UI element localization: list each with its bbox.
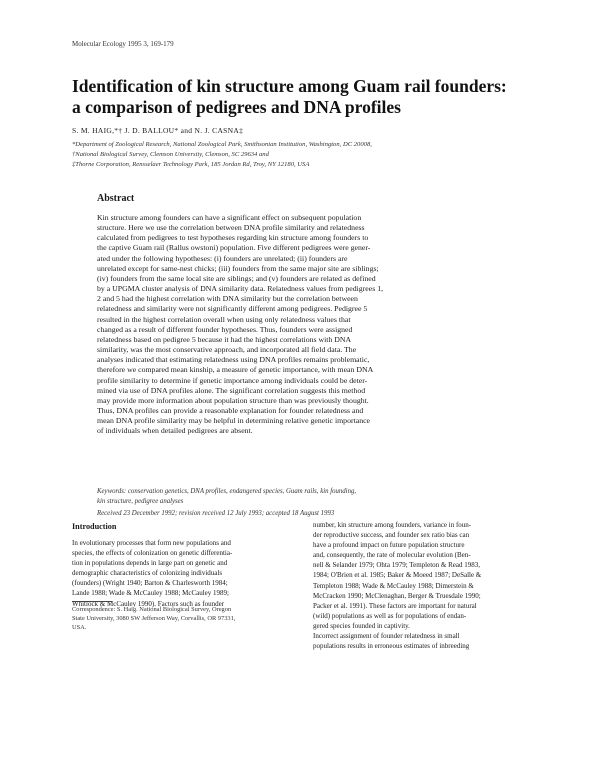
- body-line: Templeton 1988; Wade & McCauley 1988; Dimerstein &: [313, 581, 474, 590]
- footnote-divider: [72, 601, 112, 602]
- title-line: a comparison of pedigrees and DNA profiles: [72, 97, 401, 117]
- keywords-line: Keywords: conservation genetics, DNA profiles, endangered species, Guam rails, kin founding,: [97, 488, 357, 495]
- abstract-line: analyses indicated that estimating relatedness using DNA profiles remains problematic,: [97, 355, 370, 365]
- body-line: der reproductive success, and founder sex ratio bias can: [313, 531, 470, 540]
- keywords: [97, 487, 522, 507]
- abstract-line: relatedness based on pedigree 5 because it had the highest correlations with DNA: [97, 334, 352, 344]
- body-line: Packer et al. 1991). These factors are important for natural: [313, 601, 477, 610]
- introduction-heading: Introduction: [72, 522, 117, 531]
- abstract-line: structure. Here we use the correlation between DNA profile similarity and relatedness: [97, 223, 365, 233]
- author-list: S. M. HAIG,*† J. D. BALLOU* and N. J. CASNA‡: [72, 126, 244, 135]
- received-dates: Received 23 December 1992; revision received 12 July 1993; accepted 18 August 1993: [97, 510, 335, 517]
- abstract-line: calculated from pedigrees to test hypotheses regarding kin structure among founders to: [97, 233, 369, 243]
- body-line: nell & Selander 1979; Ohta 1979; Templeton & Read 1983,: [313, 561, 480, 570]
- body-line: Lande 1988; Wade & McCauley 1988; McCauley 1989;: [72, 589, 229, 598]
- correspondence-line: Correspondence: S. Haig. National Biological Survey, Oregon: [72, 606, 232, 613]
- abstract-body: [97, 213, 522, 436]
- abstract-line: Thus, DNA profiles can provide a reasonable explanation for founder relatedness and: [97, 405, 364, 415]
- body-line: have a profound impact on future population structure: [313, 541, 465, 550]
- affiliation: ‡Thorne Corporation, Rensselaer Technology Park, 185 Jordan Rd, Troy, NY 12180, USA: [72, 161, 310, 168]
- body-line: and, consequently, the rate of molecular evolution (Ben-: [313, 551, 471, 560]
- body-line: 1984; O'Brien et al. 1985; Baker & Moeed 1987; DeSalle &: [313, 571, 482, 580]
- abstract-line: by a UPGMA cluster analysis of DNA similarity data. Relatedness values from pedigrees 1,: [97, 284, 384, 294]
- journal-citation: Molecular Ecology 1995 3, 169-179: [72, 40, 174, 48]
- affiliations: [72, 140, 372, 170]
- body-line: tion in populations depends in large part on genetic and: [72, 559, 228, 568]
- body-line: demographic characteristics of colonizing individuals: [72, 569, 223, 578]
- abstract-line: mined via use of DNA profiles alone. The significant correlation suggests this method: [97, 385, 366, 395]
- abstract-line: similarity, was the most conservative approach, and incorporated all field data. The: [97, 345, 357, 355]
- body-line: In evolutionary processes that form new populations and: [72, 539, 231, 547]
- abstract-line: relatedness and similarity were not significantly different among pedigrees. Pedigree 5: [97, 304, 368, 314]
- abstract-line: may provide more information about population structure than was previously thought.: [97, 395, 369, 405]
- body-line: Incorrect assignment of founder relatedness in small: [313, 632, 460, 641]
- keywords-line: kin structure, pedigree analyses: [97, 498, 184, 505]
- abstract-line: profile similarity to determine if genetic importance among individuals could be deter-: [97, 375, 368, 385]
- abstract-line: of individuals when detailed pedigrees are absent.: [97, 426, 253, 436]
- abstract-line: unrelated except for same-nest chicks; (iii) founders from the same major site are siblings;: [97, 263, 379, 273]
- abstract-line: 2 and 5 had the highest correlation with DNA similarity but the correlation between: [97, 294, 358, 304]
- abstract-heading: Abstract: [97, 193, 135, 204]
- body-line: Whitlock & McCauley 1990). Factors such as founder: [72, 599, 225, 608]
- body-line: populations results in erroneous estimates of inbreeding: [313, 642, 470, 651]
- introduction-left-column: [72, 538, 297, 609]
- abstract-line: therefore we compared mean kinship, a measure of genetic importance, with mean DNA: [97, 365, 374, 375]
- abstract-line: (iv) founders from the same local site are siblings; and (v) founders are related as defined: [97, 273, 376, 283]
- body-line: gered species founded in captivity.: [313, 621, 410, 630]
- correspondence-footnote: [72, 605, 297, 632]
- title-line: Identification of kin structure among Guam rail founders:: [72, 76, 507, 96]
- body-line: McCracken 1990; McClenaghan, Berger & Truesdale 1990;: [313, 591, 481, 600]
- abstract-line: changed as a result of different founder hypotheses. Thus, founders were assigned: [97, 324, 353, 334]
- body-line: (founders) (Wright 1940; Barton & Charlesworth 1984;: [72, 579, 228, 588]
- abstract-line: ated under the following hypotheses: (i) founders are unrelated; (ii) founders are: [97, 253, 348, 263]
- affiliation: †National Biological Survey, Clemson University, Clemson, SC 29634 and: [72, 151, 269, 158]
- abstract-line: Kin structure among founders can have a significant effect on subsequent population: [97, 213, 362, 222]
- introduction-right-column: [313, 520, 533, 651]
- abstract-line: the captive Guam rail (Rallus owstoni) population. Five different pedigrees were gener-: [97, 243, 371, 253]
- body-line: number, kin structure among founders, variance in foun-: [313, 521, 472, 529]
- abstract-line: resulted in the highest correlation overall when using only relatedness values that: [97, 314, 351, 324]
- affiliation: *Department of Zoological Research, National Zoological Park, Smithsonian Institution, Washington, DC 20008,: [72, 141, 372, 148]
- correspondence-line: USA.: [72, 624, 87, 631]
- body-line: species, the effects of colonization on genetic differentia-: [72, 549, 233, 558]
- abstract-line: mean DNA profile similarity may be helpful in determining relative genetic importance: [97, 416, 371, 426]
- body-line: (wild) populations as well as for populations of endan-: [313, 611, 467, 620]
- article-title: [72, 76, 542, 118]
- correspondence-line: State University, 3080 SW Jefferson Way, Corvallis, OR 97331,: [72, 615, 236, 622]
